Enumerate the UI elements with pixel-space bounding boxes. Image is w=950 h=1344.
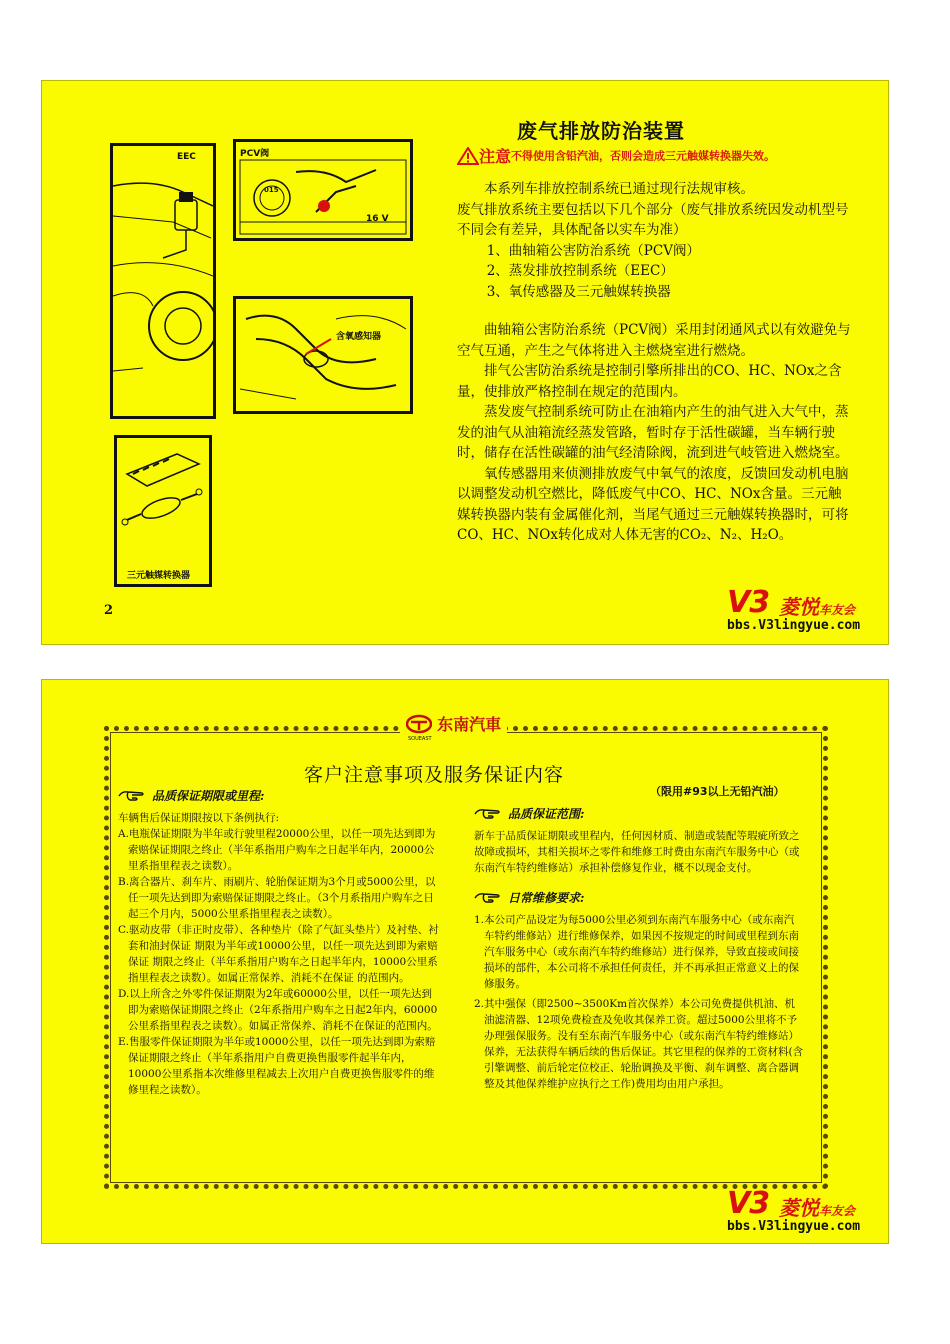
eec-figure (110, 143, 216, 419)
fuel-note: （限用#93以上无铅汽油） (650, 785, 785, 798)
pcv-figure (233, 139, 413, 241)
catalytic-converter-illustration (117, 444, 209, 554)
o2-sensor-figure (233, 296, 413, 414)
manual-page-emission (41, 80, 889, 645)
o2-sensor-label: 含氧感知器 (336, 332, 382, 342)
warranty-item: A.电瓶保证期限为半年或行驶里程20000公里，以任一项先达到即为索赔保证期限之终止（半年系指用户购车之日起半年内，20000公里系指里程表之读数）。 (118, 828, 436, 872)
watermark-brand (779, 591, 855, 620)
watermark-club: 车友会 (819, 603, 856, 617)
pcv-cap-label: 015 (264, 186, 279, 194)
watermark-url: bbs.V3lingyue.com (727, 618, 861, 633)
pcv-label: PCV阀 (240, 149, 270, 159)
warning-text: 不得使用含铅汽油，否则会造成三元触媒转换器失效。 (511, 149, 776, 163)
catalytic-converter-label: 三元触媒转换器 (127, 571, 191, 581)
maintenance-item: 1.本公司产品设定为每5000公里必须到东南汽车服务中心（或东南汽车特约维修站）进行维修保养，如果因不按规定的时间或里程到东南汽车服务中心（或东南汽车特约维修站）进行保养，导致直接或间接损坏的部件，本公司将不承担任何责任，并不再承担正常意义上的保修服务。 (474, 914, 799, 990)
section-heading (474, 890, 804, 906)
warning-label: 注意 (479, 147, 512, 166)
body-paragraph: 曲轴箱公害防治系统（PCV阀）采用封闭通风式以有效避免与空气互通，产生之气体将进入主燃烧室进行燃烧。 (457, 322, 851, 359)
warranty-item: B.离合器片、刹车片、雨刷片、轮胎保证期为3个月或5000公里，以任一项先达到即为索赔保证期限之终止。（3个月系指用户购车之日起三个月内，5000公里系指里程表之读数）。 (118, 876, 436, 920)
maintenance-item: 2.其中强保（即2500~3500Km首次保养）本公司免费提供机油、机油滤清器、12项免费检查及免收其保养工资。超过5000公里将不予办理强保服务。没有至东南汽车服务中心（或东南汽车特约维修站）保养，无法获得车辆后续的售后保证。其它里程的保养的工资材料(含引擎调整、前后轮定位校正、轮胎调换及平衡、刹车调整、离合器调整及其他保养维护应执行之工作)费用均由用户承担。 (474, 998, 804, 1090)
body-paragraph: 废气排放系统主要包括以下几个部分（废气排放系统因发动机型号不同会有差异，具体配备以实车为准） (457, 201, 849, 238)
warranty-item: D.以上所含之外零件保证期限为2年或60000公里，以任一项先达到即为索赔保证期限之终止（2年系指用户购车之日起2年内，60000公里系指里程表之读数）。如属正常保养、消耗不在保证的范围内。 (118, 988, 438, 1032)
pointing-hand-icon (118, 790, 144, 802)
section-heading (118, 788, 440, 804)
warranty-item: E.售服零件保证期限为半年或10000公里，以任一项先达到即为索赔保证期限之终止（半年系指用户自费更换售服零件起半年内，10000公里系指本次维修里程减去上次用户自费更换售服零件的维修里程之读数）。 (118, 1036, 436, 1096)
pointing-hand-icon (474, 808, 500, 820)
watermark-name: 菱悦 (779, 595, 819, 619)
body-paragraph: 本系列车排放控制系统已通过现行法规审核。 (484, 181, 754, 197)
brand-name: 东南汽車 (437, 715, 502, 734)
warranty-scope-text: 新车于品质保证期限或里程内，任何因材质、制造或装配等瑕疵所致之故障或损坏，其相关损坏之零件和维修工时费由东南汽车服务中心（或东南汽车特约维修站）承担补偿修复作业，概不以现金支付。 (474, 830, 800, 874)
warranty-period-section (118, 788, 440, 1098)
watermark-v3: V3 (727, 1186, 770, 1221)
warranty-period-heading: 品质保证期限或里程: (152, 789, 265, 803)
body-paragraph: 排气公害防治系统是控制引擎所排出的CO、HC、NOx之含量，使排放严格控制在规定的范围内。 (457, 363, 842, 400)
eec-label: EEC (177, 152, 196, 162)
brand-logo (400, 712, 507, 742)
warranty-item: C.驱动皮带（非正时皮带）、各种垫片（除了气缸头垫片）及衬垫、衬套和油封保证 期限为半年或10000公里，以任一项先达到即为索赔保证 期限之终止（半年系指用户购车之日起半年内，10000公里系指里程表之读数）。如属正常保养、消耗不在保证 的范围内。 (118, 924, 439, 984)
watermark-v3: V3 (727, 585, 770, 620)
manual-page-warranty (41, 679, 889, 1244)
warranty-intro: 车辆售后保证期限按以下条例执行: (118, 812, 280, 824)
page-title: 废气排放防治装置 (517, 119, 685, 143)
maintenance-heading: 日常维修要求: (508, 891, 585, 905)
warranty-scope-heading: 品质保证范围: (508, 807, 585, 821)
warranty-scope-section (474, 806, 804, 1092)
brand-name-en: SOUEAST (408, 736, 432, 742)
body-paragraph: 蒸发废气控制系统可防止在油箱内产生的油气进入大气中，蒸发的油气从油箱流经蒸发管路，暂时存于活性碳罐，当车辆行驶时，储存在活性碳罐的油气经清除阀，流到进气岐管进入燃烧室。 (457, 404, 849, 461)
watermark-name: 菱悦 (779, 1196, 819, 1220)
warning-notice (457, 144, 775, 167)
o2-sensor-illustration (236, 299, 410, 411)
pcv-engine-label: 16 V (366, 214, 389, 224)
pointing-hand-icon (474, 892, 500, 904)
watermark-club: 车友会 (819, 1204, 856, 1218)
list-item: 3、氧传感器及三元触媒转换器 (486, 283, 671, 300)
soueast-logo-icon (406, 714, 432, 734)
page-title: 客户注意事项及服务保证内容 (304, 764, 565, 786)
body-paragraph: 氧传感器用来侦测排放废气中氧气的浓度，反馈回发动机电脑以调整发动机空燃比，降低废气中CO、HC、NOx含量。三元触媒转换器内装有金属催化剂，当尾气通过三元触媒转换器时，可将CO、HC、NOx转化成对人体无害的CO₂、N₂、H₂O。 (457, 465, 849, 543)
catalytic-converter-figure (114, 435, 212, 587)
section-heading (474, 806, 804, 822)
list-item: 1、曲轴箱公害防治系统（PCV阀） (486, 242, 700, 259)
page-number: 2 (104, 603, 114, 618)
watermark-url: bbs.V3lingyue.com (727, 1219, 861, 1234)
emission-body-text (457, 179, 852, 546)
watermark-brand (779, 1192, 855, 1221)
eec-illustration (113, 146, 213, 416)
warning-triangle-icon (457, 147, 479, 165)
list-item: 2、蒸发排放控制系统（EEC） (486, 263, 674, 279)
